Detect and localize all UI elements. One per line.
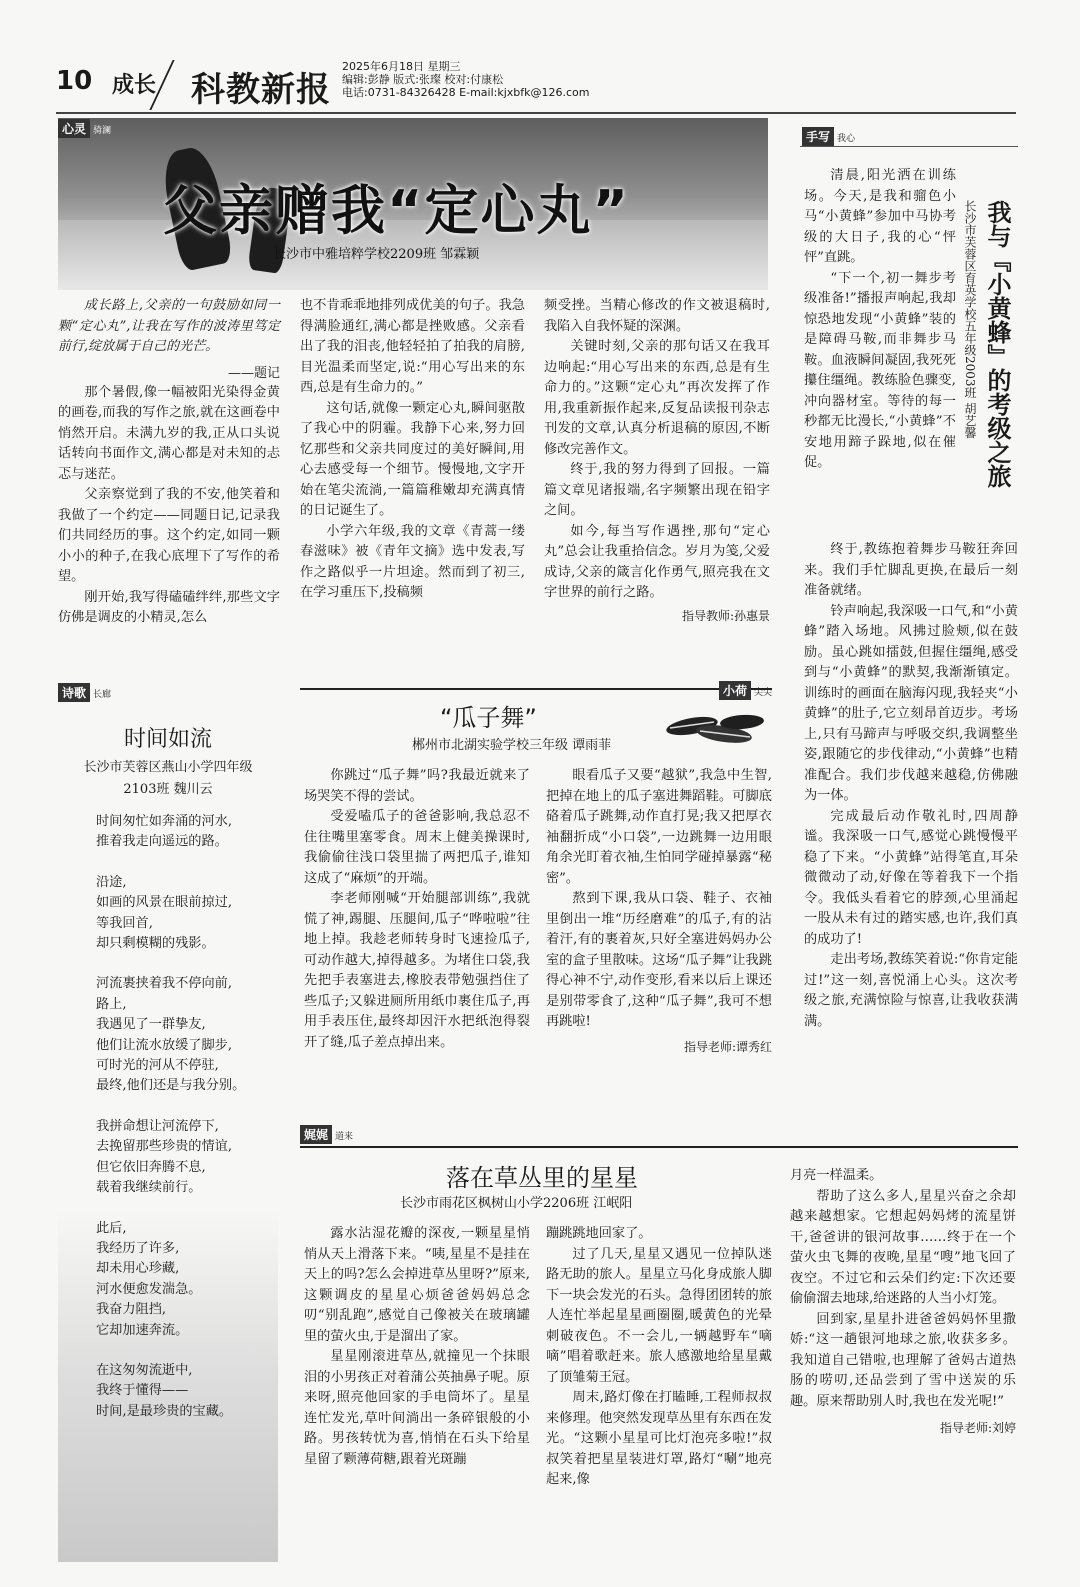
article1-byline: 长沙市中雅培粹学校2209班 邹霖颖 [273, 247, 480, 262]
article2 [800, 122, 1018, 1102]
article3-byline1: 长沙市芙蓉区燕山小学四年级 [83, 760, 253, 775]
paragraph: 李老师刚喊“开始腿部训练”,我就慌了神,踢腿、压腿间,瓜子“哗啦啦”往地上掉。我趁老师转身时飞速捡瓜子,可动作越大,掉得越多。为堵住口袋,我先把手表塞进去,橡胶表带勉强挡住了些瓜子;又躲进厕所用纸巾裹住瓜子,再用手表压住,最终却因汗水把纸泡得裂开了缝,瓜子差点掉出来。 [304, 891, 530, 1050]
article1-col1-text [58, 383, 280, 629]
article1-col1 [58, 296, 280, 629]
article2-top-rule [800, 146, 1018, 147]
poem-line: 推着我走向遥远的路。 [96, 834, 228, 850]
paragraph: 露水沾湿花瓣的深夜,一颗星星悄悄从天上滑落下来。“咦,星星不是挂在天上的吗?怎么会掉进草丛里呀?”原来,这颗调皮的星星心烦爸爸妈妈总念叨“别乱跑”,感觉自己像被关在玻璃罐里的萤火虫,于是溜出了家。 [304, 1226, 530, 1344]
poem-line: 载着我继续前行。 [96, 1180, 202, 1196]
paragraph: 铃声响起,我深吸一口气,和“小黄蜂”踏入场地。风拂过脸颊,似在鼓励。虽心跳如擂鼓,但握住缰绳,感受到与“小黄蜂”的默契,我渐渐镇定。训练时的画面在脑海闪现,我轻夹“小黄蜂”的肚子,它立刻昂首迈步。考场上,只有马蹄声与呼吸交织,我调整坐姿,跟随它的步伐律动,“小黄蜂”也精准配合。我们步伐越来越稳,仿佛融为一体。 [804, 603, 1018, 803]
article3-poem [58, 682, 278, 1562]
poem-line: 在这匆匆流逝中, [96, 1362, 193, 1378]
paragraph: 小学六年级,我的文章《青蒿一缕春滋味》被《青年文摘》选中发表,写作之路似乎一片坦途。然而到了初三,在学习重压下,投稿频 [300, 523, 525, 600]
paragraph: 受爱嗑瓜子的爸爸影响,我总忍不住往嘴里塞零食。周末上健美操课时,我偷偷往浅口袋里揣了两把瓜子,谁知这成了“麻烦”的开端。 [304, 809, 530, 886]
article4-title: “瓜子舞” [440, 704, 537, 732]
paragraph: 帮助了这么多人,星星兴奋之余却越来越想家。它想起妈妈烤的流星饼干,爸爸讲的银河故事……终于在一个萤火虫飞舞的夜晚,星星“嗖”地飞回了夜空。不过它和云朵们约定:下次还要偷偷溜去地球,给迷路的人当小灯笼。 [790, 1188, 1016, 1306]
article3-tag: 诗歌 [58, 683, 90, 702]
article2-byline: 长沙市芙蓉区育英学校五年级2003班 胡艺馨 [963, 200, 977, 439]
article1-title: 父亲赠我“定心丸” [163, 179, 630, 242]
paragraph: 终于,我的努力得到了回报。一篇篇文章见诸报端,名字频繁出现在铅字之间。 [544, 462, 770, 518]
paper-name: 科教新报 [191, 70, 331, 110]
article3-title: 时间如流 [123, 727, 212, 752]
poem-line: 却只剩模糊的残影。 [96, 936, 215, 952]
date-line: 2025年6月18日 星期三 [342, 60, 461, 73]
paragraph: 月亮一样温柔。 [790, 1168, 883, 1183]
paragraph: 走出考场,教练笑着说:“你肯定能过!”这一刻,喜悦涌上心头。这次考级之旅,充满惊险与惊喜,让我收获满满。 [804, 952, 1018, 1029]
article4-teacher: 指导老师:谭秀红 [683, 1039, 772, 1054]
article2-body-top [804, 166, 956, 474]
paragraph: 星星刚滚进草丛,就撞见一个抹眼泪的小男孩正对着蒲公英抽鼻子呢。原来呀,照亮他回家的手电筒坏了。星星连忙发光,草叶间淌出一条碎银般的小路。男孩转忧为喜,悄悄在石头下给星星留了颗薄荷糖,跟着光斑蹦 [304, 1349, 530, 1467]
article4-col2 [546, 766, 772, 1057]
poem-line: 时间匆忙如奔涌的河水, [96, 814, 233, 829]
article4-tag: 小荷 [719, 681, 751, 700]
article5-top-rule [300, 1146, 1018, 1148]
paragraph: 频受挫。当精心修改的作文被退稿时,我陷入自我怀疑的深渊。 [544, 298, 770, 334]
stanza [96, 812, 278, 853]
article3-stanzas [96, 812, 278, 1442]
section-name: 成长 [112, 73, 157, 98]
article5-byline: 长沙市雨花区枫树山小学2206班 江岷阳 [400, 1196, 633, 1211]
article5-col1 [304, 1224, 530, 1470]
paragraph: 眼看瓜子又要“越狱”,我急中生智,把掉在地上的瓜子塞进舞蹈鞋。可脚底硌着瓜子跳舞,动作直打晃;我又把厚衣袖翻折成“小口袋”,一边跳舞一边用眼角余光盯着衣袖,生怕同学碰掉暴露“秘密”。 [546, 768, 772, 886]
poem-line: 河流裹挟着我不停向前, [96, 976, 233, 992]
paragraph: 完成最后动作敬礼时,四周静谧。我深吸一口气,感觉心跳慢慢平稳了下来。“小黄蜂”站得笔直,耳朵微微动了动,好像在等着我下一个指令。我低头看着它的脖颈,心里涌起一股从未有过的踏实感,也许,我们真的成功了! [804, 808, 1018, 947]
article1-intro: 成长路上,父亲的一句鼓励如同一颗“定心丸”,让我在写作的波涛里笃定前行,绽放属于自己的光芒。 [58, 298, 280, 354]
article5-col2 [546, 1224, 772, 1491]
paragraph: 蹦跳跳地回家了。 [546, 1226, 652, 1241]
poem-line: 此后, [96, 1220, 127, 1236]
contact-line: 电话:0731-84326428 E-mail:kjxbfk@126.com [342, 86, 590, 99]
paragraph: 周末,路灯像在打瞌睡,工程师叔叔来修理。他突然发现草丛里有东西在发光。“这颗小星星可比灯泡亮多啦!”叔叔笑着把星星装进灯罩,路灯“唰”地亮起来,像 [546, 1390, 772, 1487]
article2-body-bottom [804, 540, 1018, 1032]
article5 [300, 1124, 1018, 1564]
paragraph: 过了几天,星星又遇见一位掉队迷路无助的旅人。星星立马化身成旅人脚下一块会发光的石头。急得团团转的旅人连忙举起星星画圈圈,暖黄色的光晕刺破夜色。不一会儿,一辆越野车“嘀嘀”唱着歌赶来。旅人感激地给星星戴了顶雏菊王冠。 [546, 1246, 772, 1385]
paragraph: 这句话,就像一颗定心丸,瞬间驱散了我心中的阴霾。我静下心来,努力回忆那些和父亲共同度过的美好瞬间,用心去感受每一个细节。慢慢地,文字开始在笔尖流淌,一篇篇稚嫩却充满真情的日记诞生了。 [300, 400, 525, 518]
article1-teacher: 指导教师:孙惠景 [681, 608, 770, 623]
article3-tag-sub: 长廊 [93, 690, 112, 700]
poem-line: 我经历了许多, [96, 1240, 180, 1256]
paragraph: 清晨,阳光洒在训练场。今天,是我和骝色小马“小黄蜂”参加中马协考级的大日子,我的心“怦怦”直跳。 [804, 168, 956, 265]
article4-tag-sub: 尖尖 [753, 688, 772, 698]
article3-byline2: 2103班 魏川云 [123, 782, 213, 797]
paragraph: 那个暑假,像一幅被阳光染得金黄的画卷,而我的写作之旅,就在这画卷中悄然开启。未满九岁的我,正从口头说话转向书面作文,满心都是对未知的忐忑与迷茫。 [58, 384, 280, 482]
paragraph: 终于,教练抱着舞步马鞍狂奔回来。我们手忙脚乱更换,在最后一刻准备就绪。 [804, 542, 1018, 598]
poem-line: 它却加速奔流。 [96, 1322, 189, 1338]
article5-col3 [790, 1166, 1016, 1439]
poem-line: 我拼命想让河流停下, [96, 1118, 219, 1134]
masthead-meta [342, 60, 662, 99]
poem-line: 我终于懂得—— [96, 1383, 189, 1399]
article1-tag: 心灵 [58, 119, 90, 138]
paragraph: 也不肯乖乖地排列成优美的句子。我急得满脸通红,满心都是挫败感。父亲看出了我的泪丧,他轻轻拍了拍我的肩膀,目光温柔而坚定,说:“用心写出来的东西,总是有生命力的。” [300, 298, 525, 395]
sunflower-seeds-illustration [662, 704, 772, 754]
article5-title: 落在草丛里的星星 [446, 1164, 638, 1192]
poem-line: 沿途, [96, 874, 127, 890]
article5-teacher: 指导老师:刘婷 [939, 1421, 1016, 1435]
article1-banner [58, 118, 768, 290]
article2-tag: 手写 [802, 127, 834, 146]
masthead-rule [56, 112, 1016, 114]
article1-col3 [544, 296, 770, 626]
paragraph: 刚开始,我写得磕磕绊绊,那些文字仿佛是调皮的小精灵,怎么 [58, 589, 280, 625]
stanza [96, 873, 278, 955]
poem-line: 我奋力阻挡, [96, 1302, 167, 1318]
article2-title: 我与『小黄蜂』的考级之旅 [983, 200, 1011, 488]
paragraph: 回到家,星星扑进爸爸妈妈怀里撒娇:“这一趟银河地球之旅,收获多多。我知道自己错啦,也理解了爸妈古道热肠的唠叨,还品尝到了雪中送炭的乐趣。原来帮助别人时,我也在发光呢!” [790, 1311, 1016, 1409]
paragraph: 关键时刻,父亲的那句话又在我耳边响起:“用心写出来的东西,总是有生命力的。”这颗“定心丸”再次发挥了作用,我重新振作起来,反复品读报刊杂志刊发的文章,认真分析退稿的原因,不断修改完善作文。 [544, 339, 770, 457]
poem-line: 等我回首, [96, 915, 153, 931]
stanza [96, 974, 278, 1096]
poem-line: 如画的风景在眼前掠过, [96, 895, 233, 911]
article1-tag-sub: 骑澜 [93, 126, 112, 136]
article4 [300, 680, 772, 1100]
poem-line: 但它依旧奔腾不息, [96, 1159, 206, 1175]
masthead [56, 60, 1016, 112]
paragraph: 父亲察觉到了我的不安,他笑着和我做了一个约定——同题日记,记录我们共同经历的事。这个约定,如同一颗小小的种子,在我心底埋下了写作的希望。 [58, 487, 280, 584]
stanza [96, 1117, 278, 1199]
poem-line: 去挽留那些珍贵的情谊, [96, 1139, 233, 1155]
article4-byline: 郴州市北湖实验学校三年级 谭雨菲 [412, 738, 612, 753]
article5-tag-sub: 道来 [335, 1132, 354, 1142]
poem-line: 可时光的河从不停驻, [96, 1058, 219, 1074]
article2-tag-sub: 我心 [837, 134, 856, 144]
poem-line: 河水便愈发湍急。 [96, 1281, 202, 1297]
article4-top-rule [300, 688, 772, 690]
paragraph: “下一个,初一舞步考级准备!”播报声响起,我却惊恐地发现“小黄蜂”装的是障碍马鞍,而非舞步马鞍。血液瞬间凝固,我死死攥住缰绳。教练脸色骤变,冲向器材室。等待的每一秒都无比漫长,“小黄蜂”不安地用蹄子跺地,似在催促。 [804, 270, 956, 470]
poem-line: 他们让流水放缓了脚步, [96, 1037, 233, 1053]
poem-line: 时间,是最珍贵的宝藏。 [96, 1403, 233, 1419]
poem-line: 路上, [96, 996, 127, 1012]
editors-line: 编辑:彭静 版式:张璨 校对:付康松 [342, 73, 504, 86]
paragraph: 如今,每当写作遇挫,那句“定心丸”总会让我重拾信念。岁月为笺,父爱成诗,父亲的箴言化作勇气,照亮我在文字世界的前行之路。 [544, 523, 770, 600]
poem-line: 最终,他们还是与我分别。 [96, 1078, 246, 1094]
article1-intro-sign: ——题记 [227, 365, 280, 381]
stanza [96, 1219, 278, 1341]
article5-tag: 娓娓 [300, 1125, 332, 1144]
stanza [96, 1361, 278, 1422]
page-number: 10 [56, 66, 93, 96]
paragraph: 熬到下课,我从口袋、鞋子、衣袖里倒出一堆“历经磨难”的瓜子,有的沾着汗,有的裹着灰,只好全塞进妈妈办公室的盒子里散味。这场“瓜子舞”让我跳得心神不宁,动作变形,看来以后上课还是别带零食了,这种“瓜子舞”,我可不想再跳啦! [546, 891, 772, 1029]
paragraph: 你跳过“瓜子舞”吗?我最近就来了场哭笑不得的尝试。 [304, 768, 530, 804]
article1-col2 [300, 296, 525, 604]
poem-line: 却未用心珍藏, [96, 1261, 180, 1277]
poem-line: 我遇见了一群挚友, [96, 1017, 206, 1033]
article4-col1 [304, 766, 530, 1053]
